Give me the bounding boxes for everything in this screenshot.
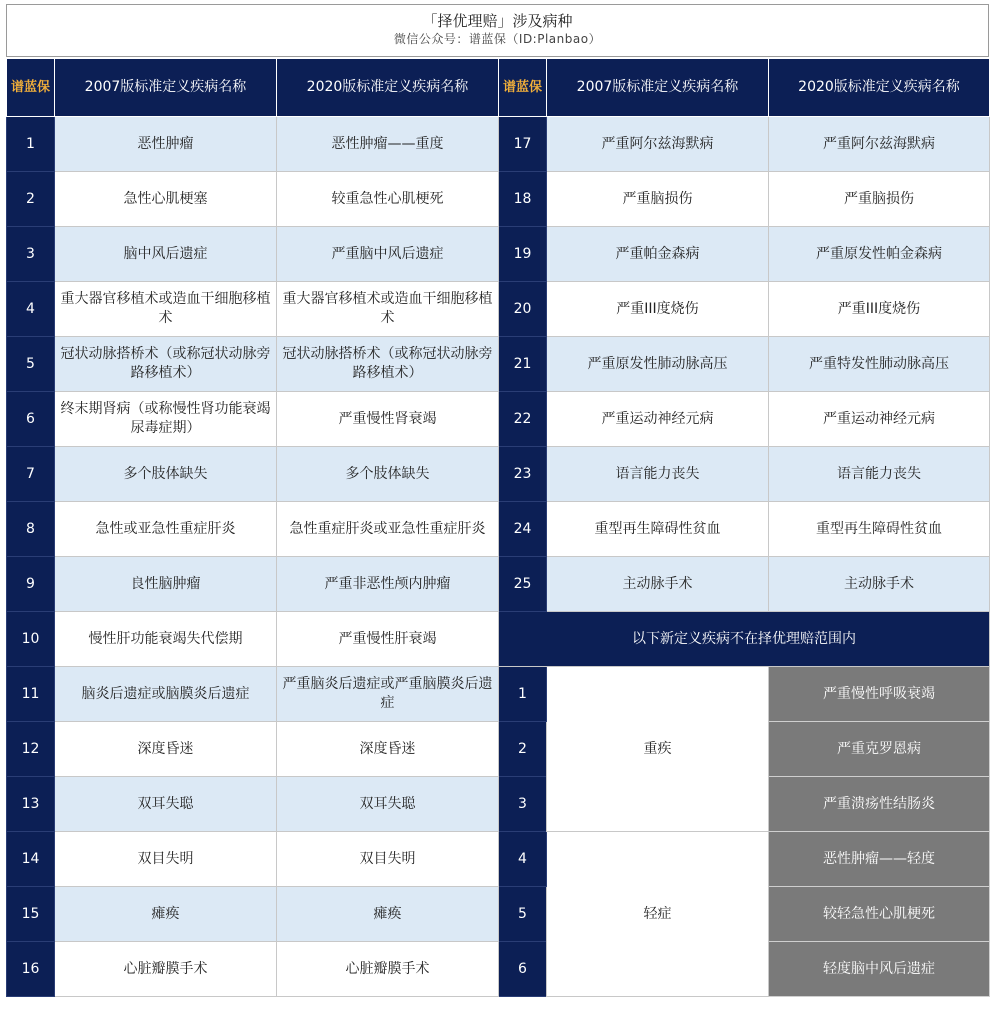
row-number: 7 [7,447,55,502]
disease-name-2020: 瘫痪 [277,887,499,942]
row-number: 8 [7,502,55,557]
disease-name-2020: 严重脑损伤 [769,172,990,227]
new-definition-disease: 恶性肿瘤——轻度 [769,832,990,887]
new-definition-disease: 较轻急性心肌梗死 [769,887,990,942]
disease-name-2007: 恶性肿瘤 [55,117,277,172]
row-number: 1 [499,667,547,722]
new-definition-disease: 严重慢性呼吸衰竭 [769,667,990,722]
row-number: 11 [7,667,55,722]
disease-name-2007: 脑中风后遗症 [55,227,277,282]
disease-name-2007: 严重原发性肺动脉高压 [547,337,769,392]
table-row [7,172,990,227]
table-row [7,502,990,557]
table-row [7,612,990,667]
page-subtitle: 微信公众号：谱蓝保（ID:Planbao） [393,32,602,46]
table-row [7,392,990,447]
row-number: 6 [499,942,547,997]
disease-name-2020: 严重慢性肝衰竭 [277,612,499,667]
disease-table-body [7,59,990,997]
new-definition-disease: 轻度脑中风后遗症 [769,942,990,997]
disease-name-2007: 深度昏迷 [55,722,277,777]
row-number: 21 [499,337,547,392]
table-row [7,667,990,722]
column-header-2020: 2020版标准定义疾病名称 [277,59,499,117]
row-number: 4 [7,282,55,337]
column-header-row [7,59,990,117]
disease-name-2020: 恶性肿瘤——重度 [277,117,499,172]
disease-name-2020: 语言能力丧失 [769,447,990,502]
column-header-2020: 2020版标准定义疾病名称 [769,59,990,117]
disease-name-2007: 严重阿尔兹海默病 [547,117,769,172]
disease-name-2007: 慢性肝功能衰竭失代偿期 [55,612,277,667]
table-row [7,557,990,612]
disease-name-2007: 主动脉手术 [547,557,769,612]
disease-name-2007: 严重帕金森病 [547,227,769,282]
table-row [7,942,990,997]
row-number: 17 [499,117,547,172]
disease-name-2020: 严重非恶性颅内肿瘤 [277,557,499,612]
row-number: 10 [7,612,55,667]
row-number: 25 [499,557,547,612]
row-number: 22 [499,392,547,447]
disease-name-2020: 深度昏迷 [277,722,499,777]
disease-name-2007: 严重运动神经元病 [547,392,769,447]
disease-name-2020: 重大器官移植术或造血干细胞移植术 [277,282,499,337]
table-row [7,777,990,832]
disease-name-2020: 多个肢体缺失 [277,447,499,502]
row-number: 24 [499,502,547,557]
disease-name-2020: 重型再生障碍性贫血 [769,502,990,557]
disease-name-2020: 严重脑中风后遗症 [277,227,499,282]
disease-name-2007: 重型再生障碍性贫血 [547,502,769,557]
disease-name-2020: 主动脉手术 [769,557,990,612]
new-definition-disease: 严重溃疡性结肠炎 [769,777,990,832]
disease-name-2020: 严重特发性肺动脉高压 [769,337,990,392]
column-header-2007: 2007版标准定义疾病名称 [547,59,769,117]
disease-name-2007: 终末期肾病（或称慢性肾功能衰竭尿毒症期） [55,392,277,447]
table-row [7,337,990,392]
row-number: 18 [499,172,547,227]
row-number: 9 [7,557,55,612]
disease-name-2007: 瘫痪 [55,887,277,942]
page-title: 「择优理赔」涉及病种 [422,12,573,30]
row-number: 14 [7,832,55,887]
column-header-no: 谱蓝保 [499,59,547,117]
category-severe: 重疾 [547,667,769,832]
disease-name-2007: 急性心肌梗塞 [55,172,277,227]
disease-name-2007: 脑炎后遗症或脑膜炎后遗症 [55,667,277,722]
disease-name-2007: 心脏瓣膜手术 [55,942,277,997]
excluded-section-banner: 以下新定义疾病不在择优理赔范围内 [499,612,990,667]
disease-name-2020: 急性重症肝炎或亚急性重症肝炎 [277,502,499,557]
disease-name-2020: 严重III度烧伤 [769,282,990,337]
disease-name-2007: 双目失明 [55,832,277,887]
row-number: 1 [7,117,55,172]
row-number: 3 [499,777,547,832]
table-header-box [6,4,989,57]
table-row [7,282,990,337]
table-row [7,887,990,942]
row-number: 6 [7,392,55,447]
disease-name-2007: 急性或亚急性重症肝炎 [55,502,277,557]
row-number: 23 [499,447,547,502]
column-header-no: 谱蓝保 [7,59,55,117]
row-number: 13 [7,777,55,832]
disease-name-2007: 语言能力丧失 [547,447,769,502]
disease-name-2020: 双耳失聪 [277,777,499,832]
disease-name-2020: 冠状动脉搭桥术（或称冠状动脉旁路移植术） [277,337,499,392]
table-row [7,117,990,172]
table-row [7,227,990,282]
disease-name-2007: 双耳失聪 [55,777,277,832]
disease-name-2020: 严重运动神经元病 [769,392,990,447]
category-mild: 轻症 [547,832,769,997]
row-number: 15 [7,887,55,942]
row-number: 5 [499,887,547,942]
row-number: 16 [7,942,55,997]
table-row [7,832,990,887]
row-number: 12 [7,722,55,777]
table-row [7,722,990,777]
disease-name-2007: 严重III度烧伤 [547,282,769,337]
row-number: 3 [7,227,55,282]
column-header-2007: 2007版标准定义疾病名称 [55,59,277,117]
disease-name-2007: 多个肢体缺失 [55,447,277,502]
new-definition-disease: 严重克罗恩病 [769,722,990,777]
disease-name-2020: 严重原发性帕金森病 [769,227,990,282]
disease-table [6,58,990,997]
row-number: 2 [7,172,55,227]
disease-name-2020: 严重阿尔兹海默病 [769,117,990,172]
disease-name-2007: 冠状动脉搭桥术（或称冠状动脉旁路移植术） [55,337,277,392]
table-row [7,447,990,502]
disease-name-2020: 严重慢性肾衰竭 [277,392,499,447]
disease-name-2020: 较重急性心肌梗死 [277,172,499,227]
row-number: 2 [499,722,547,777]
disease-name-2020: 心脏瓣膜手术 [277,942,499,997]
disease-name-2007: 重大器官移植术或造血干细胞移植术 [55,282,277,337]
disease-name-2007: 严重脑损伤 [547,172,769,227]
row-number: 5 [7,337,55,392]
row-number: 4 [499,832,547,887]
disease-name-2007: 良性脑肿瘤 [55,557,277,612]
disease-name-2020: 双目失明 [277,832,499,887]
row-number: 19 [499,227,547,282]
disease-name-2020: 严重脑炎后遗症或严重脑膜炎后遗症 [277,667,499,722]
row-number: 20 [499,282,547,337]
